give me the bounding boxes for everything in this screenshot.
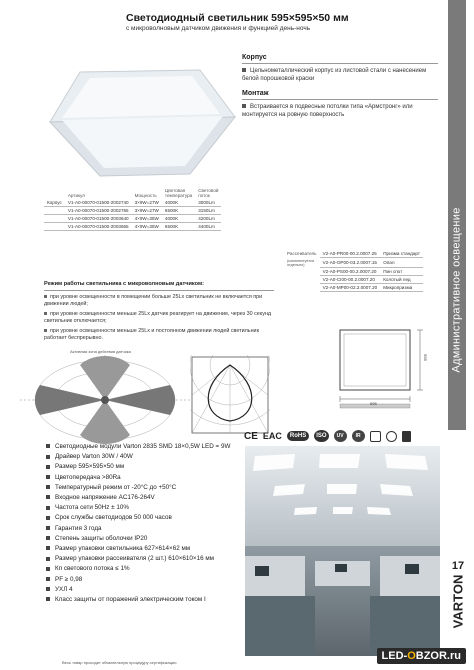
list-item: [46, 544, 246, 554]
acc-label-sub: (комплектуется отдельно): [287, 258, 315, 267]
feature-text: Степень защиты оболочки IP20: [55, 534, 148, 542]
list-item: [46, 564, 246, 574]
feature-text: Размер упаковки рассеивателя (2 шт.) 610×610×16 мм: [55, 555, 215, 563]
feature-text: Кп светового потока ≤ 1%: [55, 565, 130, 573]
list-item: [46, 503, 246, 513]
sensor-zone-diagram: [20, 355, 190, 445]
table-row: [284, 268, 423, 276]
col-flux: Световой поток: [198, 188, 219, 198]
table-row: [44, 223, 221, 231]
feature-text: Размер 595×595×50 мм: [55, 463, 125, 471]
cell-flux: 3150Lm: [195, 207, 221, 215]
cell-temp: 4000K: [162, 215, 195, 223]
feature-text: УХЛ 4: [55, 585, 73, 593]
bullet-icon: [46, 587, 50, 591]
sidebar-category: [446, 160, 468, 420]
watermark-logo: [377, 648, 466, 664]
watermark-rest: BZOR.ru: [415, 650, 461, 662]
bullet-icon: [44, 295, 47, 298]
sidebar-brand: [444, 560, 472, 640]
bullet-icon: [46, 444, 50, 448]
mode-text: при уровне освещенности меньше 25Lx и постоянном движении людей светильник работает беспрерывно.: [44, 327, 259, 342]
list-item: [46, 452, 246, 462]
acc-code: V2-A0-PS00-00.2.0007.20: [320, 268, 381, 276]
bin-icon: [402, 431, 411, 442]
product-image: [40, 62, 240, 182]
cell-article: V1-A0-00070-01500-2003640: [65, 215, 132, 223]
light-distribution-diagram: [190, 355, 270, 435]
bullet-icon: [46, 465, 50, 469]
office-photo: [245, 446, 440, 656]
sidebar-category-label: Административное освещение: [451, 207, 463, 373]
feature-text: Гарантия 3 года: [55, 524, 102, 532]
acc-label: Рассеиватель: [287, 251, 317, 257]
dim-width: 595: [370, 401, 377, 406]
body-text-value: Цельнометаллический корпус из листовой стали с нанесением белой порошковой краски: [242, 67, 427, 82]
list-item: [46, 534, 246, 544]
table-row: [284, 258, 423, 268]
cell-article: V1-A0-00070-01500-2002765: [65, 207, 132, 215]
acc-name: Опал: [380, 258, 423, 268]
list-item: [46, 442, 246, 452]
page-subtitle: с микроволновым датчиком движения и функцией день-ночь: [126, 25, 311, 32]
table-row: [44, 207, 221, 215]
list-item: [46, 585, 246, 595]
bullet-icon: [46, 455, 50, 459]
feature-text: Светодиодные модули Varton 2835 SMD 18×0,5W LED = 9W: [55, 443, 231, 450]
list-item: [44, 294, 274, 309]
cell-temp: 4000K: [162, 199, 195, 207]
mount-text-value: Встраивается в подвесные потолки типа «Армстронг» или монтируется на ровную поверхность: [242, 103, 413, 118]
cell-power: 4×9W=36W: [132, 223, 162, 231]
cell-flux: 4200Lm: [195, 215, 221, 223]
feature-text: Класс защиты от поражений электрическим током I: [55, 596, 206, 604]
bullet-icon: [46, 495, 50, 499]
feature-text: Размер упаковки светильника 627×614×62 мм: [55, 545, 191, 553]
dim-height: 595: [422, 354, 428, 361]
mode-text: при уровне освещенности меньше 25Lx датчик реагирует на движение, через 30 секунд светильник отключается;: [44, 310, 272, 325]
bullet-icon: [46, 567, 50, 571]
feature-text: Температурный режим от -20°С до +50°С: [55, 483, 177, 491]
bullet-icon: [242, 104, 246, 108]
cell-flux: 4400Lm: [195, 223, 221, 231]
accessories-table: [284, 250, 423, 292]
cell-power: 3×9W=27W: [132, 199, 162, 207]
col-power: Мощность: [134, 193, 157, 198]
acc-code: V2-A0-CI00-00.2.0007.20: [320, 276, 381, 284]
bullet-icon: [46, 475, 50, 479]
ir-icon: IR: [352, 430, 365, 442]
bullet-icon: [46, 546, 50, 550]
list-item: [46, 493, 246, 503]
mount-heading: Монтаж: [242, 90, 269, 97]
eac-mark-icon: EAC: [262, 431, 282, 441]
table-row: [284, 250, 423, 258]
bullet-icon: [44, 329, 47, 332]
acc-name: Пин спот: [380, 268, 423, 276]
bullet-icon: [46, 577, 50, 581]
watermark-prefix: LED-: [381, 650, 408, 662]
bullet-icon: [46, 557, 50, 561]
list-item: [46, 513, 246, 523]
list-item: [46, 575, 246, 585]
mount-text: [242, 103, 438, 119]
acc-name: Колотый лед: [380, 276, 423, 284]
cell-power: 3×9W=27W: [132, 207, 162, 215]
table-row: [284, 284, 423, 292]
table-row: [44, 199, 221, 207]
certification-icons: [244, 430, 411, 442]
table-row: [284, 276, 423, 284]
acc-code: V2-A0-OP00-03.2.0007.15: [320, 258, 381, 268]
acc-name: Микропризма: [380, 284, 423, 292]
feature-text: PF ≥ 0,98: [55, 575, 83, 583]
page-number: 17: [451, 560, 465, 572]
watermark-accent: O: [407, 650, 416, 662]
acc-name: Призма стандарт: [380, 250, 423, 258]
list-item: [46, 483, 246, 493]
brand-logo: VARTON: [450, 574, 466, 629]
sensor-diagram-label: Активная зона действия датчика: [70, 349, 131, 354]
cell-flux: 3000Lm: [195, 199, 221, 207]
warranty-icon: [370, 431, 381, 442]
bullet-icon: [242, 68, 246, 72]
list-item: [46, 462, 246, 472]
acc-code: V2-A0-MP00-02.2.0007.20: [320, 284, 381, 292]
list-item: [44, 328, 274, 343]
bullet-icon: [46, 526, 50, 530]
feature-text: Цветопередача >80Ra: [55, 473, 121, 481]
feature-text: Входное напряжение AC176-264V: [55, 494, 155, 502]
body-text: [242, 67, 438, 83]
mode-text: при уровне освещенности в помещении больше 25Lx светильник не включается при движении людей;: [44, 293, 263, 308]
rohs-icon: RoHS: [287, 431, 309, 441]
sensor-modes-heading: Режим работы светильника с микроволновым датчиком:: [44, 281, 204, 287]
recycle-icon: [386, 431, 397, 442]
footnote: Весь товар проходит обязательную процедуру сертификации: [62, 660, 177, 665]
list-item: [46, 473, 246, 483]
list-item: [46, 595, 246, 605]
bullet-icon: [46, 506, 50, 510]
bullet-icon: [44, 312, 47, 315]
page-title: Светодиодный светильник 595×595×50 мм: [126, 12, 349, 24]
bullet-icon: [46, 485, 50, 489]
cell-temp: 6500K: [162, 207, 195, 215]
feature-text: Срок службы светодиодов 50 000 часов: [55, 514, 172, 522]
spec-table: [44, 187, 221, 231]
cell-temp: 6500K: [162, 223, 195, 231]
cell-article: V1-A0-00070-01500-2003665: [65, 223, 132, 231]
bullet-icon: [46, 536, 50, 540]
body-heading: Корпус: [242, 54, 267, 61]
iso-icon: ISO: [314, 430, 328, 442]
ce-mark-icon: CE: [244, 430, 258, 442]
list-item: [46, 524, 246, 534]
bullet-icon: [46, 516, 50, 520]
col-article: Артикул: [67, 193, 85, 198]
list-item: [46, 554, 246, 564]
acc-code: V2-A0-PR00-00.2.0007.25: [320, 250, 381, 258]
list-item: [44, 311, 274, 326]
cell-power: 4×9W=36W: [132, 215, 162, 223]
uv-icon: UV: [334, 430, 347, 442]
dimension-drawing: [320, 325, 430, 410]
table-row: [44, 215, 221, 223]
col-temp: Цветовая температура: [164, 188, 193, 198]
row-label: Корпус: [44, 199, 65, 207]
feature-text: Драйвер Varton 30W / 40W: [55, 453, 133, 461]
cell-article: V1-A0-00070-01500-2002740: [65, 199, 132, 207]
bullet-icon: [46, 597, 50, 601]
feature-text: Частота сети 50Hz ± 10%: [55, 504, 129, 512]
